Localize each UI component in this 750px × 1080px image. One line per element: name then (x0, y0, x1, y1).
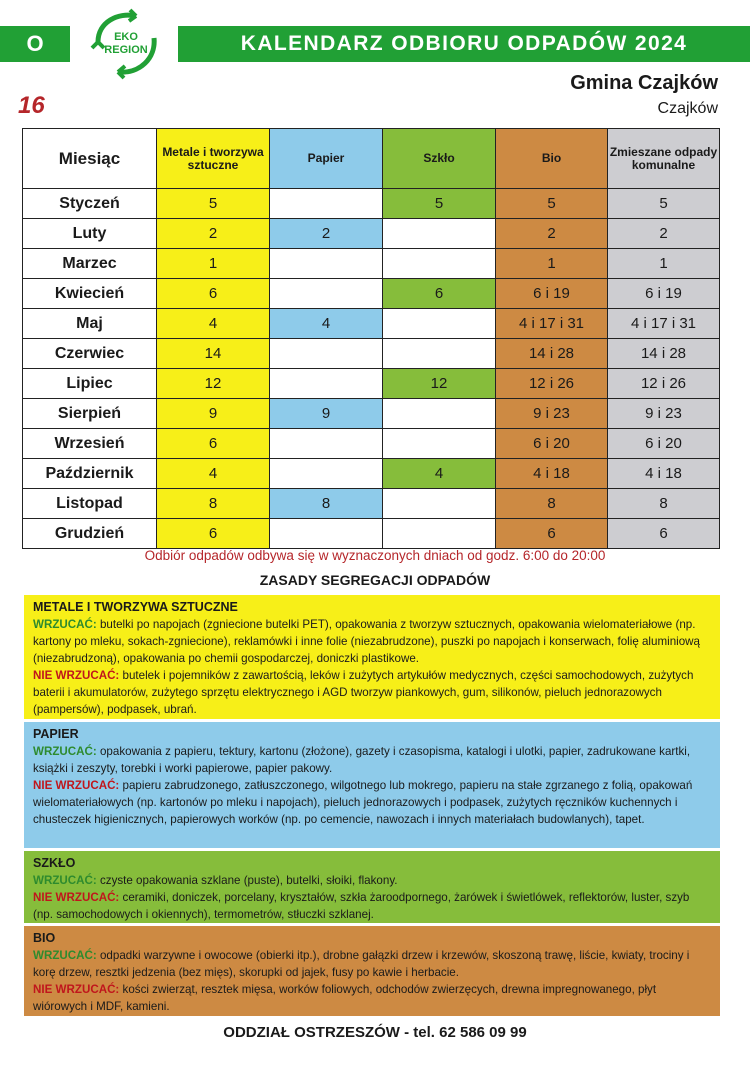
rule-metale-in: butelki po napojach (zgniecione butelki PET), opakowania z tworzyw sztucznych, opakowania wielomateriałowe (np. kartony po mleku, sokach-zgniecione), reklamówki i inne folie (niezabrudzone), puszki po napojach i konserwach, folię aluminiową (niezabrudzoną), opakowania po chemii gospodarczej, doniczki plastikowe. (33, 618, 700, 665)
date-cell-papier: 8 (270, 489, 383, 519)
rule-szklo-out: ceramiki, doniczek, porcelany, kryształów, szkła żaroodpornego, żarówek i świetlówek, reflektorów, luster, szyb (np. samochodowych i okiennych), termometrów, stłuczki szklanej. (33, 891, 690, 921)
date-cell-bio: 6 i 19 (496, 279, 608, 309)
date-cell-papier (270, 189, 383, 219)
rule-szklo-in: czyste opakowania szklane (puste), butelki, słoiki, flakony. (99, 874, 398, 887)
table-row (23, 369, 720, 399)
date-cell-metale: 2 (157, 219, 270, 249)
table-row (23, 339, 720, 369)
rule-bio-title: BIO (33, 931, 56, 945)
date-cell-zmieszane: 4 i 18 (608, 459, 720, 489)
rule-papier (24, 722, 720, 848)
table-row (23, 459, 720, 489)
table-row (23, 399, 720, 429)
table-row (23, 219, 720, 249)
header-metale: Metale i tworzywa sztuczne (157, 129, 270, 189)
header-papier: Papier (270, 129, 383, 189)
date-cell-metale: 8 (157, 489, 270, 519)
month-cell: Kwiecień (23, 279, 157, 309)
table-row (23, 489, 720, 519)
locality-name: Czajków (657, 100, 718, 117)
rule-bio-in: odpadki warzywne i owocowe (obierki itp.), drobne gałązki drzew i krzewów, skoszoną trawę, liście, kwiaty, trociny i korę drzew, resztki jedzenia (bez mięs), skorupki od jajek, fusy po kawie i herbacie. (33, 949, 690, 979)
date-cell-metale: 14 (157, 339, 270, 369)
date-cell-szklo: 4 (383, 459, 496, 489)
month-cell: Październik (23, 459, 157, 489)
rule-metale-out-label: NIE WRZUCAĆ: (33, 669, 120, 682)
month-cell: Wrzesień (23, 429, 157, 459)
rule-szklo-in-label: WRZUCAĆ: (33, 874, 97, 887)
date-cell-metale: 4 (157, 459, 270, 489)
rule-papier-out: papieru zabrudzonego, zatłuszczonego, wilgotnego lub mokrego, papieru na stałe zgrzanego z folią, opakowań wielomateriałowych (np. kartonów po mleku i napojach), pieluch jednorazowych i podpasek, zużytych ręczników kuchennych i chusteczek higienicznych, papierowych worków (np. po cemencie, nawozach i innych materiałach budowlanych), tapet. (33, 779, 693, 826)
table-row (23, 519, 720, 549)
date-cell-bio: 6 i 20 (496, 429, 608, 459)
date-cell-metale: 12 (157, 369, 270, 399)
month-cell: Listopad (23, 489, 157, 519)
date-cell-zmieszane: 4 i 17 i 31 (608, 309, 720, 339)
date-cell-bio: 1 (496, 249, 608, 279)
date-cell-zmieszane: 12 i 26 (608, 369, 720, 399)
logo-text-eko: EKO (114, 31, 138, 43)
month-cell: Luty (23, 219, 157, 249)
collection-calendar-table (22, 128, 720, 549)
rule-papier-title: PAPIER (33, 727, 79, 741)
route-number: 16 (18, 92, 45, 119)
rule-papier-out-label: NIE WRZUCAĆ: (33, 779, 120, 792)
date-cell-zmieszane: 6 i 20 (608, 429, 720, 459)
month-cell: Sierpień (23, 399, 157, 429)
date-cell-szklo (383, 399, 496, 429)
table-row (23, 189, 720, 219)
date-cell-bio: 6 (496, 519, 608, 549)
date-cell-bio: 9 i 23 (496, 399, 608, 429)
month-cell: Grudzień (23, 519, 157, 549)
date-cell-papier (270, 339, 383, 369)
collection-hours-note: Odbiór odpadów odbywa się w wyznaczonych dniach od godz. 6:00 do 20:00 (144, 548, 606, 563)
date-cell-papier (270, 369, 383, 399)
date-cell-bio: 12 i 26 (496, 369, 608, 399)
date-cell-zmieszane: 6 i 19 (608, 279, 720, 309)
rule-metale-in-label: WRZUCAĆ: (33, 618, 97, 631)
date-cell-zmieszane: 6 (608, 519, 720, 549)
date-cell-zmieszane: 1 (608, 249, 720, 279)
rule-papier-in: opakowania z papieru, tektury, kartonu (złożone), gazety i czasopisma, katalogi i ulotki, papier, zadrukowane kartki, książki i zeszyty, torebki i worki papierowe, papier pakowy. (33, 745, 691, 775)
footer-contact: ODDZIAŁ OSTRZESZÓW - tel. 62 586 09 99 (223, 1024, 527, 1041)
date-cell-papier (270, 459, 383, 489)
rule-papier-in-label: WRZUCAĆ: (33, 745, 97, 758)
date-cell-metale: 9 (157, 399, 270, 429)
date-cell-zmieszane: 8 (608, 489, 720, 519)
page-title: KALENDARZ ODBIORU ODPADÓW 2024 (178, 26, 750, 62)
rule-bio-out-label: NIE WRZUCAĆ: (33, 983, 120, 996)
date-cell-metale: 6 (157, 279, 270, 309)
date-cell-papier: 2 (270, 219, 383, 249)
month-cell: Maj (23, 309, 157, 339)
table-row (23, 249, 720, 279)
rule-bio (24, 926, 720, 1016)
date-cell-szklo (383, 489, 496, 519)
date-cell-szklo (383, 519, 496, 549)
table-row (23, 309, 720, 339)
date-cell-metale: 1 (157, 249, 270, 279)
date-cell-papier (270, 249, 383, 279)
month-cell: Marzec (23, 249, 157, 279)
rule-szklo (24, 851, 720, 923)
date-cell-bio: 5 (496, 189, 608, 219)
rule-szklo-title: SZKŁO (33, 856, 76, 870)
gmina-name: Gmina Czajków (570, 72, 718, 94)
date-cell-zmieszane: 2 (608, 219, 720, 249)
month-cell: Lipiec (23, 369, 157, 399)
date-cell-bio: 2 (496, 219, 608, 249)
date-cell-bio: 4 i 18 (496, 459, 608, 489)
date-cell-papier (270, 429, 383, 459)
date-cell-zmieszane: 14 i 28 (608, 339, 720, 369)
month-cell: Styczeń (23, 189, 157, 219)
header-zmieszane: Zmieszane odpady komunalne (608, 129, 720, 189)
header-szklo: Szkło (383, 129, 496, 189)
logo-text-region: REGION (104, 44, 148, 56)
rule-metale (24, 595, 720, 719)
date-cell-papier (270, 279, 383, 309)
date-cell-szklo: 12 (383, 369, 496, 399)
header-bio: Bio (496, 129, 608, 189)
date-cell-bio: 14 i 28 (496, 339, 608, 369)
date-cell-szklo (383, 249, 496, 279)
date-cell-szklo (383, 309, 496, 339)
date-cell-szklo (383, 219, 496, 249)
date-cell-metale: 5 (157, 189, 270, 219)
date-cell-szklo (383, 429, 496, 459)
table-row (23, 429, 720, 459)
date-cell-bio: 4 i 17 i 31 (496, 309, 608, 339)
table-header-row (23, 129, 720, 189)
date-cell-szklo: 5 (383, 189, 496, 219)
date-cell-bio: 8 (496, 489, 608, 519)
date-cell-papier: 4 (270, 309, 383, 339)
date-cell-szklo: 6 (383, 279, 496, 309)
rule-metale-out: butelek i pojemników z zawartością, leków i zużytych artykułów medycznych, części samochodowych, zużytych baterii i akumulatorów, zużytego sprzętu elektrycznego i AGD tworzyw piankowych, gum, silikonów, pieluch jednorazowych (pampersów), podpasek, ubrań. (33, 669, 694, 716)
date-cell-szklo (383, 339, 496, 369)
rule-bio-in-label: WRZUCAĆ: (33, 949, 97, 962)
date-cell-papier (270, 519, 383, 549)
date-cell-metale: 6 (157, 519, 270, 549)
rules-heading: ZASADY SEGREGACJI ODPADÓW (259, 572, 491, 588)
rule-szklo-out-label: NIE WRZUCAĆ: (33, 891, 120, 904)
eko-region-logo (84, 8, 168, 80)
header-month: Miesiąc (23, 129, 157, 189)
table-row (23, 279, 720, 309)
letter-badge: O (0, 26, 70, 62)
date-cell-metale: 4 (157, 309, 270, 339)
rule-bio-out: kości zwierząt, resztek mięsa, worków foliowych, odchodów zwierzęcych, drewna impregnowanego, płyt wiórowych i MDF, kamieni. (33, 983, 657, 1013)
rule-metale-title: METALE I TWORZYWA SZTUCZNE (33, 600, 238, 614)
date-cell-papier: 9 (270, 399, 383, 429)
date-cell-zmieszane: 5 (608, 189, 720, 219)
date-cell-metale: 6 (157, 429, 270, 459)
month-cell: Czerwiec (23, 339, 157, 369)
date-cell-zmieszane: 9 i 23 (608, 399, 720, 429)
